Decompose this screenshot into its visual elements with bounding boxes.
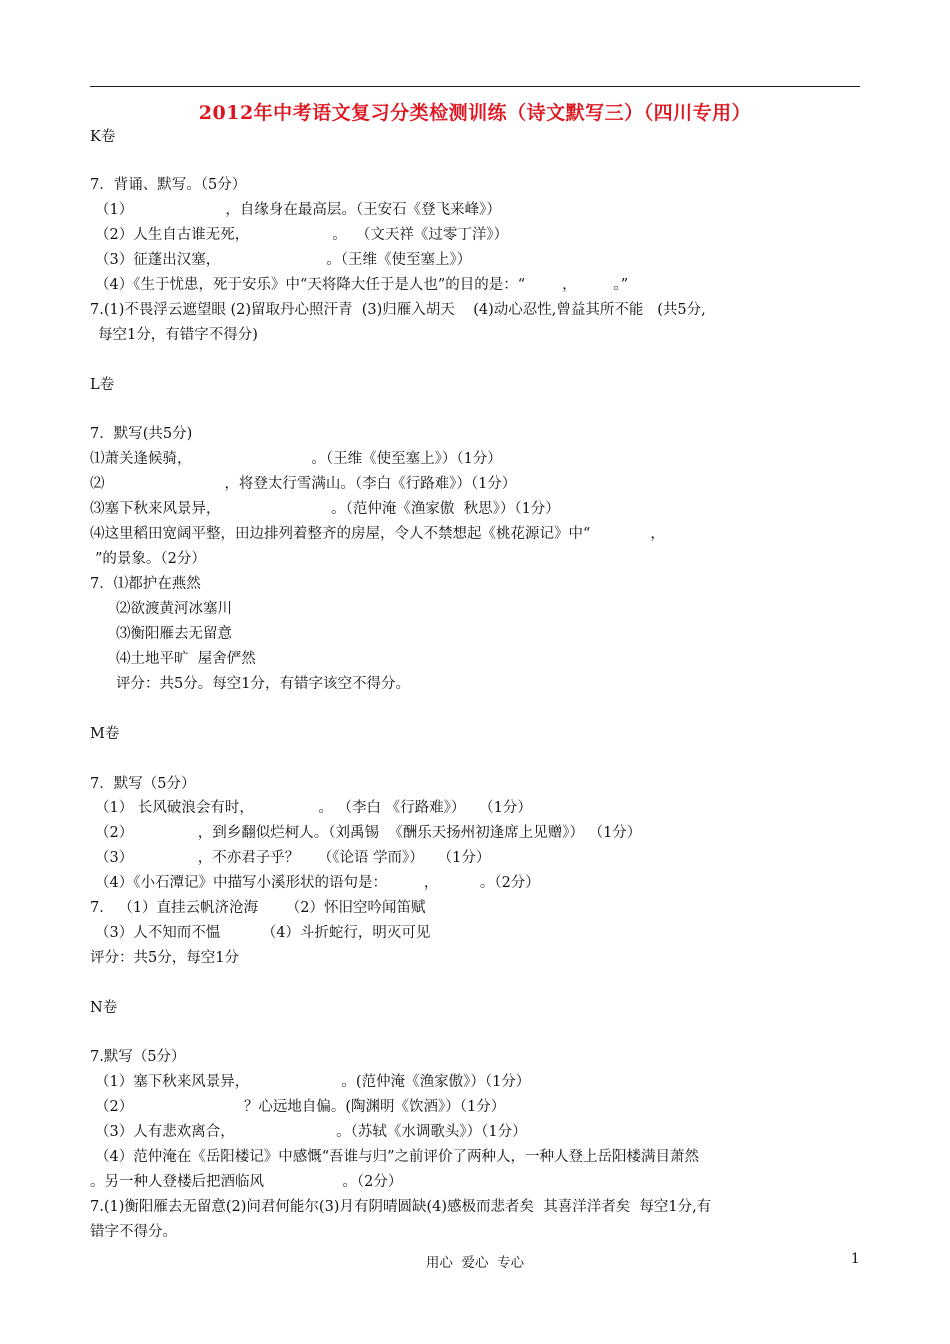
text-line: ⑶塞下秋来风景异， 。（范仲淹《渔家傲 秋思》）（1分）: [90, 501, 560, 517]
text-line: （1）塞下秋来风景异， 。(范仲淹《渔家傲》）（1分）: [95, 1074, 531, 1090]
page-number: 1: [851, 1251, 860, 1267]
text-line: ⑵ ，将登太行雪满山。（李白《行路难》）（1分）: [90, 476, 517, 492]
text-line: M卷: [90, 726, 120, 742]
text-line: （3） ，不亦君子乎？ （《论语 学而》） （1分）: [95, 850, 491, 866]
text-line: ⑵欲渡黄河冰塞川: [116, 601, 232, 617]
text-line: （2）人生自古谁无死， 。 （文天祥《过零丁洋》）: [95, 227, 509, 243]
text-line: ⑷这里稻田宽阔平整，田边排列着整齐的房屋，令人不禁想起《桃花源记》中“ ，: [90, 526, 665, 542]
document-title: 2012年中考语文复习分类检测训练（诗文默写三）（四川专用）: [198, 102, 752, 124]
text-line: 。另一种人登楼后把酒临风 。（2分）: [90, 1174, 403, 1190]
text-line: （1） ，自缘身在最高层。（王安石《登飞来峰》）: [95, 202, 501, 218]
text-line: 7.(1)衡阳雁去无留意(2)问君何能尔(3)月有阴晴圆缺(4)感极而悲者矣 其喜洋洋者矣 每空1分,有: [90, 1199, 712, 1215]
header-rule: [90, 86, 860, 87]
text-line: 错字不得分。: [90, 1224, 177, 1240]
text-line: ⑷土地平旷 屋舍俨然: [116, 651, 256, 667]
text-line: 7．背诵、默写。（5分）: [90, 177, 247, 193]
text-line: ⑶衡阳雁去无留意: [116, 626, 232, 642]
text-line: （1） 长风破浪会有时， 。 （李白 《行路难》） （1分）: [95, 800, 532, 816]
text-line: L卷: [90, 377, 115, 393]
text-line: （2） ？心远地自偏。(陶渊明《饮酒》）（1分）: [95, 1099, 506, 1115]
text-line: 7.默写（5分）: [90, 1049, 186, 1065]
text-line: （4）范仲淹在《岳阳楼记》中感慨“吾谁与归”之前评价了两种人，一种人登上岳阳楼满目萧然: [95, 1149, 700, 1165]
text-line: ”的景象。（2分）: [95, 551, 206, 567]
text-line: K卷: [90, 129, 116, 145]
text-line: N卷: [90, 1000, 118, 1016]
text-line: （4）《小石潭记》中描写小溪形状的语句是： ， 。（2分）: [95, 875, 540, 891]
text-line: （3）人不知而不愠 （4）斗折蛇行，明灭可见: [95, 925, 431, 941]
text-line: 7．⑴都护在燕然: [90, 576, 201, 592]
text-line: 每空1分，有错字不得分): [98, 327, 258, 343]
text-line: 7．默写（5分）: [90, 776, 196, 792]
text-line: ⑴萧关逢候骑， 。（王维《使至塞上》）（1分）: [90, 451, 502, 467]
text-line: 7． （1）直挂云帆济沧海 （2）怀旧空吟闻笛赋: [90, 900, 426, 916]
text-line: 7.(1)不畏浮云遮望眼 (2)留取丹心照汗青 (3)归雁入胡天 (4)动心忍性,曾益其所不能 (共5分,: [90, 302, 706, 318]
text-line: 评分：共5分。每空1分，有错字该空不得分。: [116, 676, 410, 692]
text-line: 评分：共5分，每空1分: [90, 950, 239, 966]
text-line: （4）《生于忧患，死于安乐》中“天将降大任于是人也”的目的是：“ ， 。”: [95, 277, 629, 293]
text-line: （2） ，到乡翻似烂柯人。（刘禹锡 《酬乐天扬州初逢席上见赠》） （1分）: [95, 825, 642, 841]
text-line: （3）征蓬出汉塞， 。（王维《使至塞上》）: [95, 252, 472, 268]
text-line: 7．默写(共5分): [90, 426, 193, 442]
page-footer: 用心 爱心 专心: [425, 1255, 525, 1271]
text-line: （3）人有悲欢离合， 。（苏轼《水调歌头》）（1分）: [95, 1124, 527, 1140]
